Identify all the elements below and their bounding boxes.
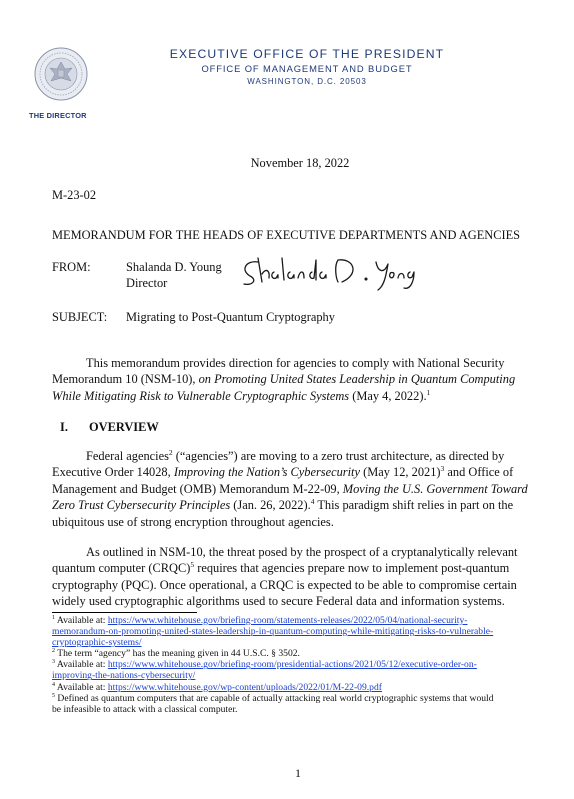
footnote-3: $^3$ Available at: https://www.whitehouse.gov/briefing-room/presidential-actions/2021/05/12/executive-order-on-: [52, 659, 477, 671]
subject-text: Migrating to Post-Quantum Cryptography: [126, 310, 335, 324]
footnote-5: $^5$ Defined as quantum computers that are capable of actually attacking real world cryptographic systems that would: [52, 692, 494, 704]
footnote-ref-4: 4: [310, 497, 315, 507]
overview-paragraph-2: As outlined in NSM-10, the threat posed by the prospect of a cryptanalytically relevant quantum computer (CRQC)$^5$ requires that agencies prepare now to implement post-quantum cryptography (PQC). Once operational, a CRQC is expected to be able to compromise certain widely used cryptographic algorithms used to secure Federal data and information systems.: [52, 545, 518, 609]
footnote-ref-5: 5: [190, 560, 195, 570]
memo-date: November 18, 2022: [250, 156, 350, 170]
footnote-1-link-cont[interactable]: memorandum-on-promoting-united-states-leadership-in-quantum-computing-while-mitigating-risks-to-vulnerable-: [52, 626, 494, 638]
section-number: I.: [60, 420, 68, 434]
footnote-4: $^4$ Available at: https://www.whitehouse.gov/wp-content/uploads/2022/01/M-22-09.pdf: [52, 681, 382, 693]
footnote-1-link-end[interactable]: cryptographic-systems/: [52, 637, 142, 649]
footnote-divider: [52, 612, 197, 613]
footnote-ref-2: 2: [168, 447, 173, 457]
from-name: Shalanda D. Young: [126, 260, 222, 274]
letterhead-office-title: EXECUTIVE OFFICE OF THE PRESIDENT: [169, 47, 445, 61]
footnote-4-link[interactable]: https://www.whitehouse.gov/wp-content/uploads/2022/01/M-22-09.pdf: [107, 681, 382, 693]
from-label: FROM:: [52, 260, 91, 274]
from-title: Director: [126, 276, 168, 290]
footnote-3-link[interactable]: https://www.whitehouse.gov/briefing-room/presidential-actions/2021/05/12/executive-order-on-: [107, 659, 477, 671]
letterhead-address: WASHINGTON, D.C. 20503: [247, 77, 367, 86]
footnote-ref-1: 1: [426, 387, 431, 397]
memo-number: M-23-02: [52, 188, 97, 202]
footnotes: $^1$ Available at: https://www.whitehouse.gov/briefing-room/statements-releases/2022/05/04/national-security- memorandum-on-promoting-united-states-leadership-in-quantum-computing-while-mitigating-risks-to-vulnerable- cryptographic-systems/ $^2$ The term “agency” has the meaning given in 44 U.S.C. § 3502. $^3$ Available at: https://www.whitehouse.gov/briefing-room/presidential-actions/2021/05/12/executive-order-on- improving-the-nations-cybersecurity/ $^4$ Available at: https://www.whitehouse.gov/wp-content/uploads/2022/01/M-22-09.pdf $^5$ Defined as quantum computers that are capable of actually attacking real world cryptographic systems that would be infeasible to attack with a classical computer.: [52, 615, 542, 715]
footnote-3-link-cont[interactable]: improving-the-nations-cybersecurity/: [52, 670, 196, 682]
footnote-1-link[interactable]: https://www.whitehouse.gov/briefing-room/statements-releases/2022/05/04/national-security-: [107, 615, 468, 626]
overview-paragraph-1: Federal agencies$^2$ (“agencies”) are moving to a zero trust architecture, as directed by Executive Order 14028, Improving the Nation’s Cybersecurity (May 12, 2021)$^3$ and Office of Management and Budget (OMB) Memorandum M-22-09, Moving the U.S. Government Toward Zero Trust Cybersecurity Principles (Jan. 26, 2022).$^4$ This paradigm shift relies in part on the ubiquitous use of strong encryption throughout agencies.: [52, 447, 528, 529]
section-title: OVERVIEW: [89, 420, 159, 434]
footnote-2: $^2$ The term “agency” has the meaning given in 44 U.S.C. § 3502.: [52, 648, 300, 660]
intro-paragraph: This memorandum provides direction for agencies to comply with National Security Memorandum 10 (NSM-10), on Promoting United States Leadership in Quantum Computing While Mitigating Risk to Vulnerable Cryptographic Systems (May 4, 2022).$^1$: [52, 356, 516, 403]
footnote-ref-3: 3: [440, 464, 445, 474]
memo-to-line: MEMORANDUM FOR THE HEADS OF EXECUTIVE DEPARTMENTS AND AGENCIES: [52, 228, 521, 242]
footnote-1: $^1$ Available at: https://www.whitehouse.gov/briefing-room/statements-releases/2022/05/04/national-security-: [52, 614, 468, 626]
page-number: 1: [295, 766, 301, 780]
director-label: THE DIRECTOR: [29, 111, 87, 120]
letterhead-agency: OFFICE OF MANAGEMENT AND BUDGET: [201, 63, 413, 74]
subject-label: SUBJECT:: [52, 310, 108, 324]
signature-image: [238, 252, 420, 292]
